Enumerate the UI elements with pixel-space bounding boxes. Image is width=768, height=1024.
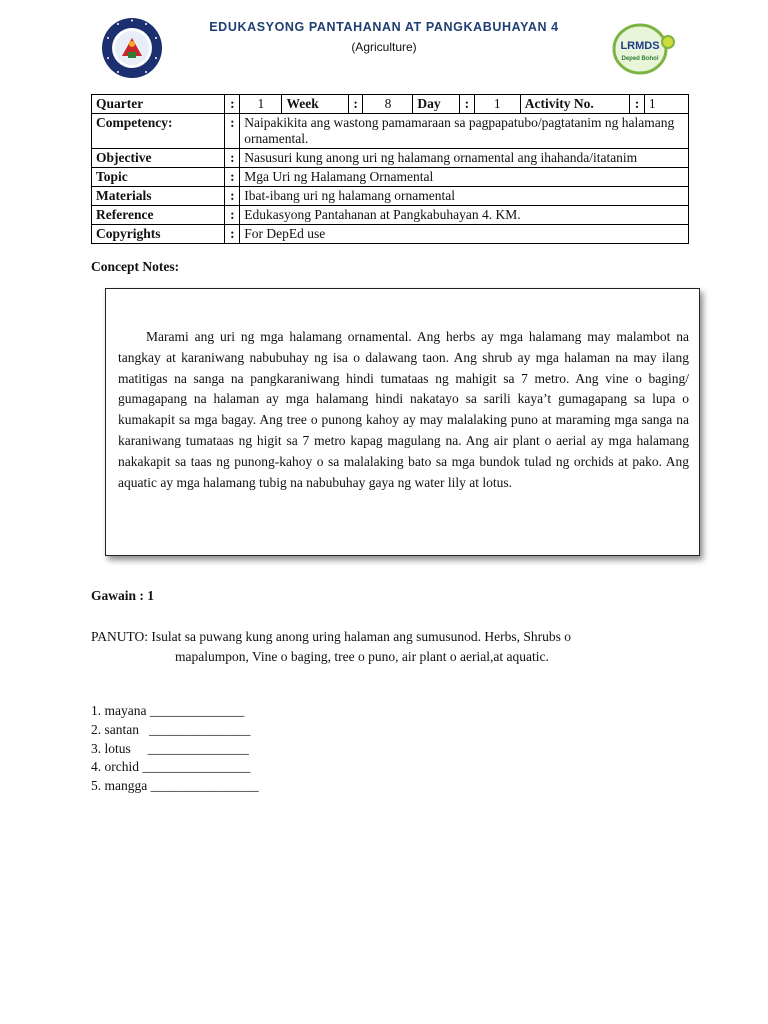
reference-value: Edukasyong Pantahanan at Pangkabuhayan 4. KM. xyxy=(240,206,689,225)
colon: : xyxy=(225,149,240,168)
day-value: 1 xyxy=(474,95,520,114)
colon: : xyxy=(348,95,363,114)
objective-value: Nasusuri kung anong uri ng halamang ornamental ang ihahanda/itatanim xyxy=(240,149,689,168)
colon: : xyxy=(225,206,240,225)
table-row xyxy=(92,95,689,114)
answer-list xyxy=(91,702,259,796)
day-label: Day xyxy=(413,95,460,114)
colon: : xyxy=(225,114,240,149)
lrmds-logo-subtext: Deped Bohol xyxy=(621,56,659,62)
topic-value: Mga Uri ng Halamang Ornamental xyxy=(240,168,689,187)
colon: : xyxy=(225,168,240,187)
week-label: Week xyxy=(282,95,348,114)
activity-label: Activity No. xyxy=(520,95,629,114)
answer-item-orchid[interactable]: 4. orchid ________________ xyxy=(91,759,251,775)
concept-notes-box xyxy=(105,288,700,556)
table-row xyxy=(92,206,689,225)
table-row xyxy=(92,114,689,149)
document-title: EDUKASYONG PANTAHANAN AT PANGKABUHAYAN 4 xyxy=(209,20,559,34)
answer-item-mayana[interactable]: 1. mayana ______________ xyxy=(91,703,245,718)
lrmds-logo-text: LRMDS xyxy=(620,40,660,52)
quarter-value: 1 xyxy=(240,95,282,114)
table-row xyxy=(92,149,689,168)
copyrights-value: For DepEd use xyxy=(240,225,689,244)
topic-label: Topic xyxy=(92,168,225,187)
instructions-line-1: PANUTO: Isulat sa puwang kung anong uring halaman ang sumusunod. Herbs, Shrubs o xyxy=(91,629,571,644)
concept-notes-text: Marami ang uri ng mga halamang ornamental. Ang herbs ay mga halamang may malambot na tangkay at karaniwang nabubuhay ng isa o dalawang taon. Ang shrub ay mga halaman na may ilang matitigas na sanga na pangkaraniwang hindi tumataas ng mahigit sa 7 metro. Ang vine o baging/ gumagapang na halaman ay mga halamang hindi nakatayo sa sarili kaya’t gumagapang sa lupa o kumakapit sa mga bagay. Ang tree o punong kahoy ay may malalaking puno at maraming mga sanga na karaniwang tumataas ng higit sa 7 metro kapag magulang na. Ang air plant o aerial ay mga halamang nakakapit sa taas ng punong-kahoy o sa malalaking bato sa mga bundok tulad ng orchids at pako. Ang aquatic ay mga halamang tubig na nabubuhay gaya ng water lily at lotus. xyxy=(118,329,689,490)
answer-item-mangga[interactable]: 5. mangga ________________ xyxy=(91,778,259,794)
colon: : xyxy=(630,95,645,114)
concept-notes-heading: Concept Notes: xyxy=(91,259,180,274)
quarter-label: Quarter xyxy=(92,95,225,114)
document-subtitle: (Agriculture) xyxy=(351,40,417,54)
answer-item-santan[interactable]: 2. santan _______________ xyxy=(91,721,251,737)
copyrights-label: Copyrights xyxy=(92,225,225,244)
activity-heading: Gawain : 1 xyxy=(91,588,155,603)
competency-value: Naipakikita ang wastong pamamaraan sa pagpapatubo/pagtatanim ng halamang ornamental. xyxy=(240,114,689,149)
colon: : xyxy=(459,95,474,114)
colon: : xyxy=(225,187,240,206)
activity-info-table xyxy=(91,94,689,244)
week-value: 8 xyxy=(363,95,413,114)
colon: : xyxy=(225,225,240,244)
instructions-line-2: mapalumpon, Vine o baging, tree o puno, air plant o aerial,at aquatic. xyxy=(175,648,549,664)
materials-label: Materials xyxy=(92,187,225,206)
instructions xyxy=(91,627,651,666)
table-row xyxy=(92,168,689,187)
table-row xyxy=(92,225,689,244)
materials-value: Ibat-ibang uri ng halamang ornamental xyxy=(240,187,689,206)
colon: : xyxy=(225,95,240,114)
table-row xyxy=(92,187,689,206)
answer-item-lotus[interactable]: 3. lotus _______________ xyxy=(91,740,249,756)
reference-label: Reference xyxy=(92,206,225,225)
activity-value: 1 xyxy=(644,95,688,114)
competency-label: Competency: xyxy=(92,114,225,149)
lrmds-logo xyxy=(610,22,676,76)
objective-label: Objective xyxy=(92,149,225,168)
